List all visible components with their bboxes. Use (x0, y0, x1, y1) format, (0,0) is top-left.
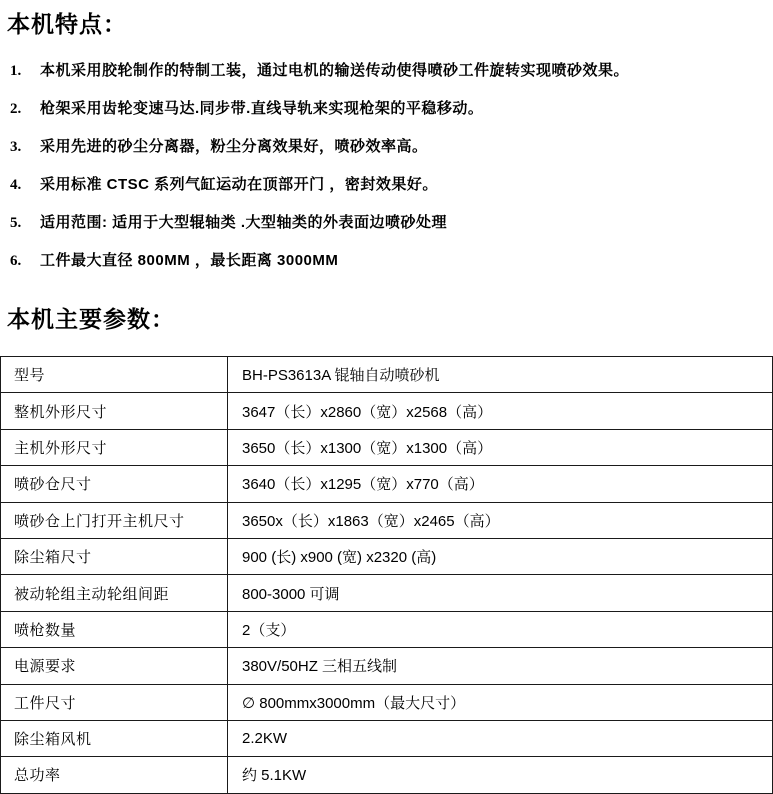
feature-item (10, 173, 773, 211)
param-value: 3650x（长）x1863（宽）x2465（高） (228, 502, 773, 538)
param-label: 除尘箱尺寸 (1, 538, 228, 574)
table-row (1, 684, 773, 720)
param-label: 喷砂仓尺寸 (1, 466, 228, 502)
feature-item (10, 97, 773, 135)
feature-item (10, 135, 773, 173)
param-value: 2（支） (228, 611, 773, 647)
param-value: 约 5.1KW (228, 757, 773, 793)
parameters-table (0, 356, 773, 794)
table-row (1, 502, 773, 538)
features-heading: 本机特点： (7, 12, 127, 37)
feature-number: 1. (10, 63, 22, 79)
feature-number: 5. (10, 215, 22, 231)
param-label: 工件尺寸 (1, 684, 228, 720)
param-value: 2.2KW (228, 720, 773, 756)
feature-number: 3. (10, 139, 22, 155)
param-value: 3647（长）x2860（宽）x2568（高） (228, 393, 773, 429)
param-value: ∅ 800mmx3000mm（最大尺寸） (228, 684, 773, 720)
feature-number: 4. (10, 177, 22, 193)
feature-item (10, 249, 773, 287)
param-label: 喷枪数量 (1, 611, 228, 647)
param-value: BH-PS3613A 锟轴自动喷砂机 (228, 357, 773, 393)
param-label: 主机外形尺寸 (1, 429, 228, 465)
param-label: 整机外形尺寸 (1, 393, 228, 429)
feature-number: 2. (10, 101, 22, 117)
table-row (1, 757, 773, 793)
param-label: 型号 (1, 357, 228, 393)
param-label: 被动轮组主动轮组间距 (1, 575, 228, 611)
feature-text: 采用先进的砂尘分离器，粉尘分离效果好，喷砂效率高。 (40, 138, 428, 155)
table-row (1, 720, 773, 756)
feature-text: 工件最大直径 800MM ，最长距离 3000MM (40, 252, 339, 269)
param-value: 800-3000 可调 (228, 575, 773, 611)
feature-text: 适用范围: 适用于大型辊轴类 .大型轴类的外表面边喷砂处理 (40, 214, 448, 231)
feature-item (10, 211, 773, 249)
feature-number: 6. (10, 253, 22, 269)
param-label: 总功率 (1, 757, 228, 793)
feature-text: 枪架采用齿轮变速马达.同步带.直线导轨来实现枪架的平稳移动。 (40, 100, 484, 117)
feature-item (10, 59, 773, 97)
param-value: 3640（长）x1295（宽）x770（高） (228, 466, 773, 502)
table-row (1, 357, 773, 393)
table-row (1, 575, 773, 611)
param-label: 喷砂仓上门打开主机尺寸 (1, 502, 228, 538)
table-row (1, 393, 773, 429)
param-value: 3650（长）x1300（宽）x1300（高） (228, 429, 773, 465)
feature-text: 采用标准 CTSC 系列气缸运动在顶部开门 ，密封效果好。 (40, 176, 438, 193)
table-row (1, 538, 773, 574)
param-label: 电源要求 (1, 648, 228, 684)
features-list (10, 59, 773, 287)
feature-text: 本机采用胶轮制作的特制工装，通过电机的输送传动使得喷砂工件旋转实现喷砂效果。 (40, 62, 630, 79)
parameters-heading: 本机主要参数： (7, 307, 175, 332)
table-row (1, 429, 773, 465)
table-row (1, 648, 773, 684)
param-value: 900 (长) x900 (宽) x2320 (高) (228, 538, 773, 574)
table-row (1, 611, 773, 647)
param-value: 380V/50HZ 三相五线制 (228, 648, 773, 684)
table-row (1, 466, 773, 502)
param-label: 除尘箱风机 (1, 720, 228, 756)
